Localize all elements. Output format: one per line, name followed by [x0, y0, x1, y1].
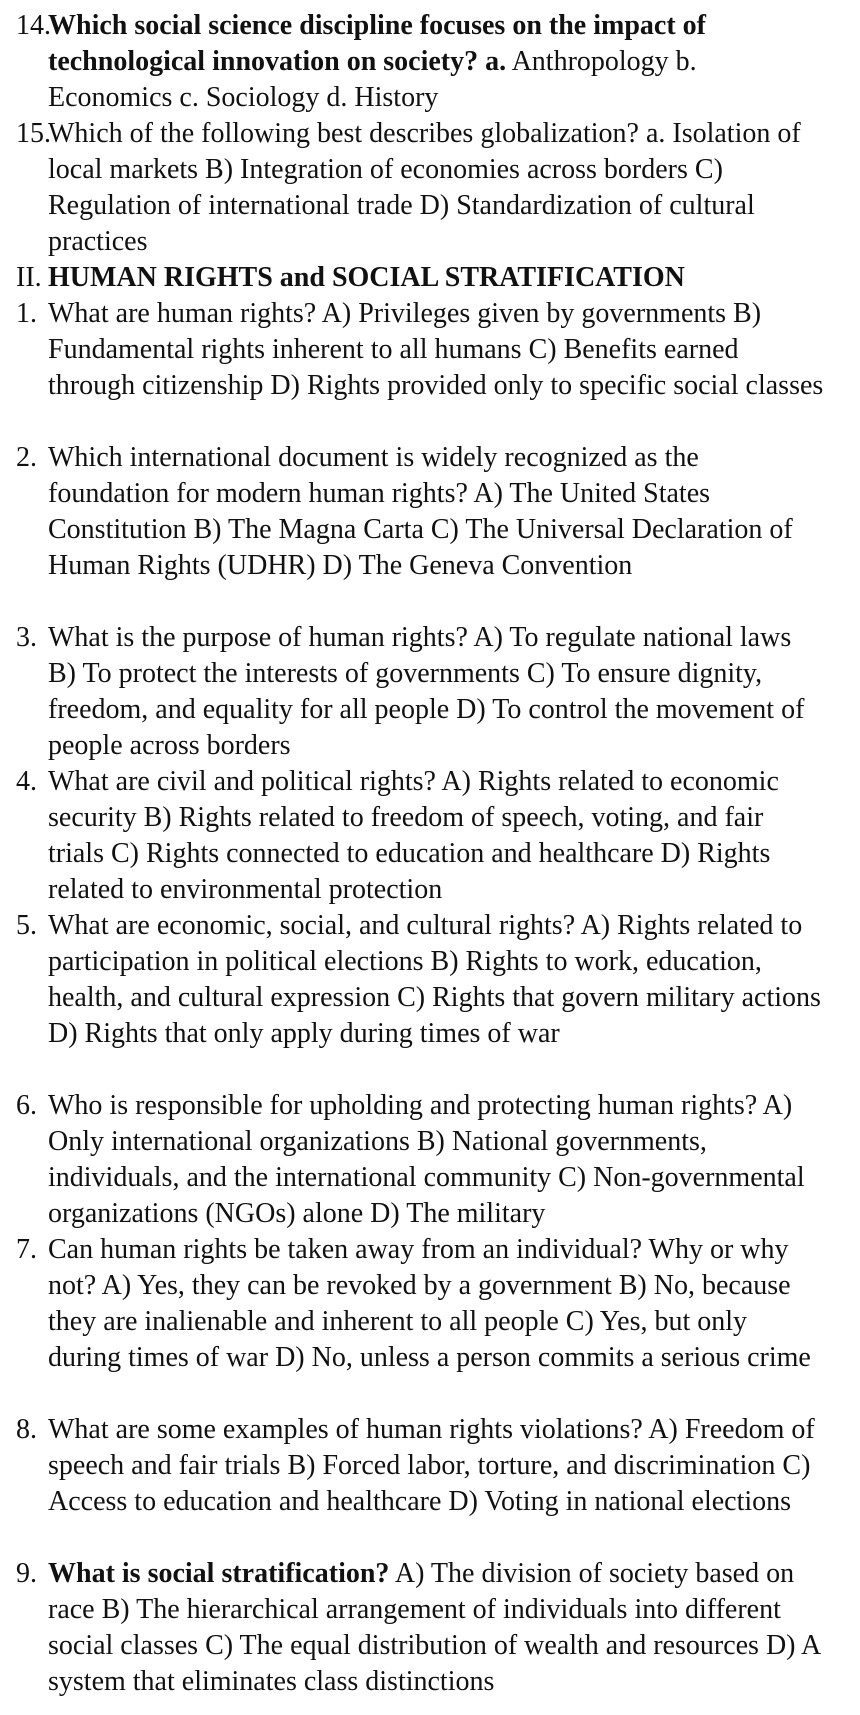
question-text: What are human rights? A) Privileges given by governments B) Fundamental rights inherent to all humans C) Benefits earned through citizenship D) Rights provided only to specific social classes [48, 298, 824, 401]
question-1 [0, 296, 826, 404]
question-options: Anthropology b. Economics c. Sociology d. History [48, 46, 697, 113]
question-text: What are economic, social, and cultural rights? A) Rights related to participation in political elections B) Rights to work, education, health, and cultural expression C) Rights that govern military actions D) Rights that only apply during times of war [48, 910, 821, 1049]
question-8 [0, 1412, 826, 1520]
question-number: 14. [16, 10, 51, 41]
question-number: 3. [16, 622, 37, 653]
question-options: A) The division of society based on race B) The hierarchical arrangement of individuals into different social classes C) The equal distribution of wealth and resources D) A system that eliminates class distinctions [48, 1558, 820, 1697]
question-number: 1. [16, 298, 37, 329]
question-2 [0, 440, 826, 584]
question-15 [0, 116, 826, 260]
question-7 [0, 1232, 826, 1376]
question-number: 8. [16, 1414, 37, 1445]
question-number: 9. [16, 1558, 37, 1589]
question-3 [0, 620, 826, 764]
question-text: Who is responsible for upholding and protecting human rights? A) Only international organizations B) National governments, individuals, and the international community C) Non-governmental organizations (NGOs) alone D) The military [48, 1090, 805, 1229]
question-5 [0, 908, 826, 1052]
question-text: Which international document is widely recognized as the foundation for modern human rights? A) The United States Constitution B) The Magna Carta C) The Universal Declaration of Human Rights (UDHR) D) The Geneva Convention [48, 442, 793, 581]
question-number: 7. [16, 1234, 37, 1265]
question-text [48, 1556, 826, 1700]
question-text: What are some examples of human rights violations? A) Freedom of speech and fair trials B) Forced labor, torture, and discrimination C) Access to education and healthcare D) Voting in national elections [48, 1414, 815, 1517]
question-number: 4. [16, 766, 37, 797]
question-number: 6. [16, 1090, 37, 1121]
question-6 [0, 1088, 826, 1232]
question-number: 2. [16, 442, 37, 473]
question-text: Which of the following best describes globalization? a. Isolation of local markets B) Integration of economies across borders C) Regulation of international trade D) Standardization of cultural practices [48, 118, 801, 257]
section-heading-2 [0, 260, 826, 296]
question-number: 15. [16, 118, 51, 149]
question-text: What is the purpose of human rights? A) To regulate national laws B) To protect the interests of governments C) To ensure dignity, freedom, and equality for all people D) To control the movement of people across borders [48, 622, 805, 761]
question-number: 5. [16, 910, 37, 941]
question-text [48, 8, 826, 116]
question-9 [0, 1556, 826, 1700]
question-text: What are civil and political rights? A) Rights related to economic security B) Rights related to freedom of speech, voting, and fair trials C) Rights connected to education and healthcare D) Rights related to environmental protection [48, 766, 779, 905]
question-bold-text: Which social science discipline focuses on the impact of technological innovation on society? a. [48, 10, 706, 77]
question-14 [0, 8, 826, 116]
section-title-text: HUMAN RIGHTS and SOCIAL STRATIFICATION [48, 262, 685, 293]
section-numeral: II. [16, 262, 42, 293]
question-text: Can human rights be taken away from an individual? Why or why not? A) Yes, they can be revoked by a government B) No, because they are inalienable and inherent to all people C) Yes, but only during times of war D) No, unless a person commits a serious crime [48, 1234, 811, 1373]
question-bold-text: What is social stratification? [48, 1558, 390, 1589]
section-title [48, 260, 826, 296]
question-4 [0, 764, 826, 908]
